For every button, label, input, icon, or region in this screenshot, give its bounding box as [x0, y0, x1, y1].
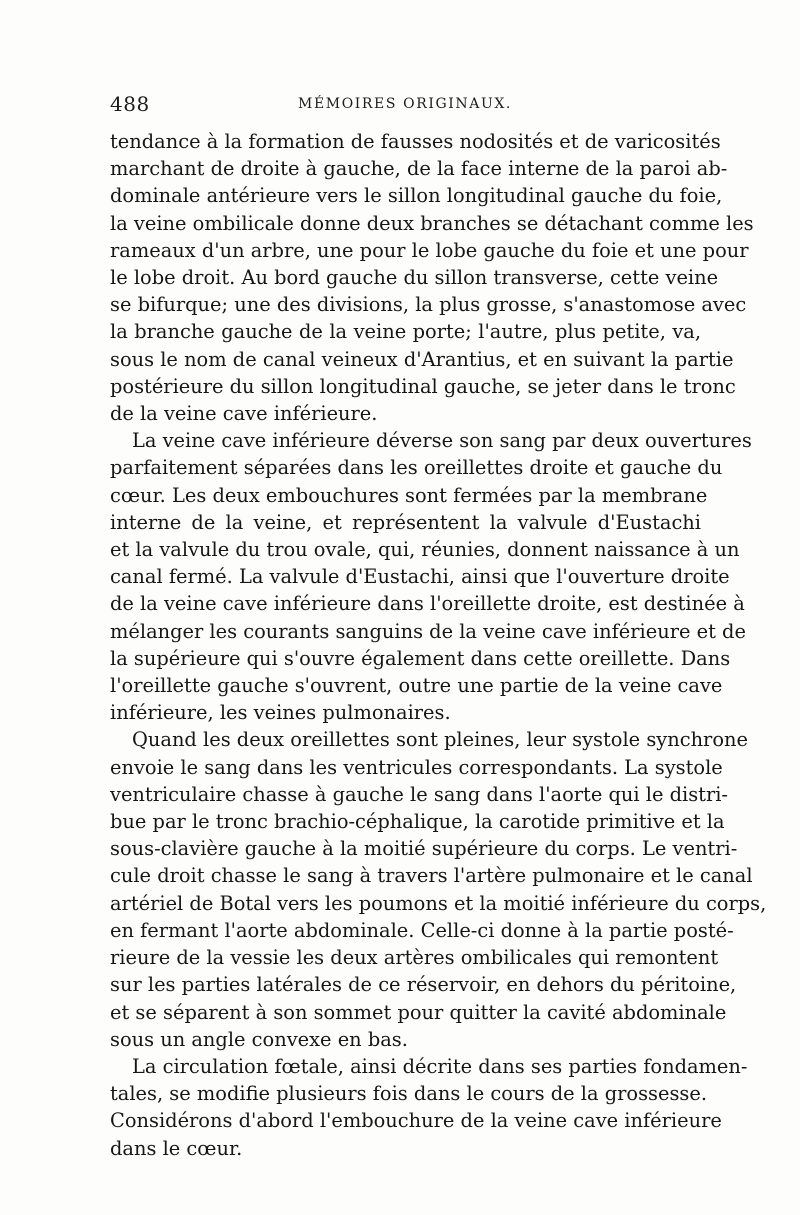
- text-line: de la veine cave inférieure.: [110, 402, 378, 426]
- paragraph-4: [110, 1053, 748, 1162]
- page-header: [110, 92, 700, 122]
- text-line: La veine cave inférieure déverse son sang par deux ouvertures: [132, 429, 752, 453]
- paragraph-1: [110, 128, 754, 427]
- text-line: Considérons d'abord l'embouchure de la veine cave inférieure: [110, 1109, 722, 1133]
- text-line: l'oreillette gauche s'ouvrent, outre une partie de la veine cave: [110, 674, 723, 698]
- paragraph-2: [110, 427, 752, 726]
- text-line: la supérieure qui s'ouvre également dans cette oreillette. Dans: [110, 646, 731, 670]
- text-line: dominale antérieure vers le sillon longitudinal gauche du foie,: [110, 184, 723, 208]
- text-line: en fermant l'aorte abdominale. Celle-ci donne à la partie posté-: [110, 918, 734, 942]
- text-line: tendance à la formation de fausses nodosités et de varicosités: [110, 130, 721, 153]
- text-line: sur les parties latérales de ce réservoir, en dehors du péritoine,: [110, 973, 737, 997]
- running-title: MÉMOIRES ORIGINAUX.: [298, 96, 512, 112]
- text-line: le lobe droit. Au bord gauche du sillon transverse, cette veine: [110, 266, 719, 290]
- text-line: envoie le sang dans les ventricules correspondants. La systole: [110, 755, 723, 779]
- text-line: inférieure, les veines pulmonaires.: [110, 701, 451, 725]
- text-line: rieure de la vessie les deux artères ombilicales qui remontent: [110, 946, 719, 970]
- text-line: cœur. Les deux embouchures sont fermées par la membrane: [110, 483, 708, 507]
- text-line: cule droit chasse le sang à travers l'artère pulmonaire et le canal: [110, 864, 753, 888]
- text-line: interne de la veine, et représentent la valvule d'Eustachi: [110, 510, 701, 534]
- text-line: de la veine cave inférieure dans l'oreillette droite, est destinée à: [110, 592, 745, 616]
- text-line: artériel de Botal vers les poumons et la moitié inférieure du corps,: [110, 891, 767, 915]
- text-line: La circulation fœtale, ainsi décrite dans ses parties fondamen-: [132, 1054, 748, 1078]
- paragraph-3: [110, 726, 767, 1052]
- text-line: marchant de droite à gauche, de la face interne de la paroi ab-: [110, 157, 728, 181]
- text-line: mélanger les courants sanguins de la veine cave inférieure et de: [110, 619, 746, 643]
- text-line: bue par le tronc brachio-céphalique, la carotide primitive et la: [110, 810, 725, 834]
- text-line: dans le cœur.: [110, 1136, 243, 1160]
- text-line: sous-clavière gauche à la moitié supérieure du corps. Le ventri-: [110, 837, 738, 861]
- text-line: la branche gauche de la veine porte; l'autre, plus petite, va,: [110, 320, 701, 344]
- body-text: [110, 128, 767, 1162]
- page-number: 488: [110, 92, 150, 116]
- text-line: se bifurque; une des divisions, la plus grosse, s'anastomose avec: [110, 293, 747, 317]
- text-line: sous un angle convexe en bas.: [110, 1027, 408, 1051]
- text-line: Quand les deux oreillettes sont pleines, leur systole synchrone: [132, 728, 748, 752]
- text-line: sous le nom de canal veineux d'Arantius, et en suivant la partie: [110, 347, 734, 371]
- text-line: rameaux d'un arbre, une pour le lobe gauche du foie et une pour: [110, 238, 749, 262]
- text-line: ventriculaire chasse à gauche le sang dans l'aorte qui le distri-: [110, 782, 728, 806]
- text-line: postérieure du sillon longitudinal gauche, se jeter dans le tronc: [110, 374, 736, 398]
- text-line: tales, se modifie plusieurs fois dans le cours de la grossesse.: [110, 1082, 707, 1106]
- text-line: parfaitement séparées dans les oreillettes droite et gauche du: [110, 456, 723, 480]
- text-line: la veine ombilicale donne deux branches se détachant comme les: [110, 211, 754, 235]
- text-line: et la valvule du trou ovale, qui, réunies, donnent naissance à un: [110, 538, 740, 562]
- text-line: et se séparent à son sommet pour quitter la cavité abdominale: [110, 1000, 727, 1024]
- text-line: canal fermé. La valvule d'Eustachi, ainsi que l'ouverture droite: [110, 565, 730, 589]
